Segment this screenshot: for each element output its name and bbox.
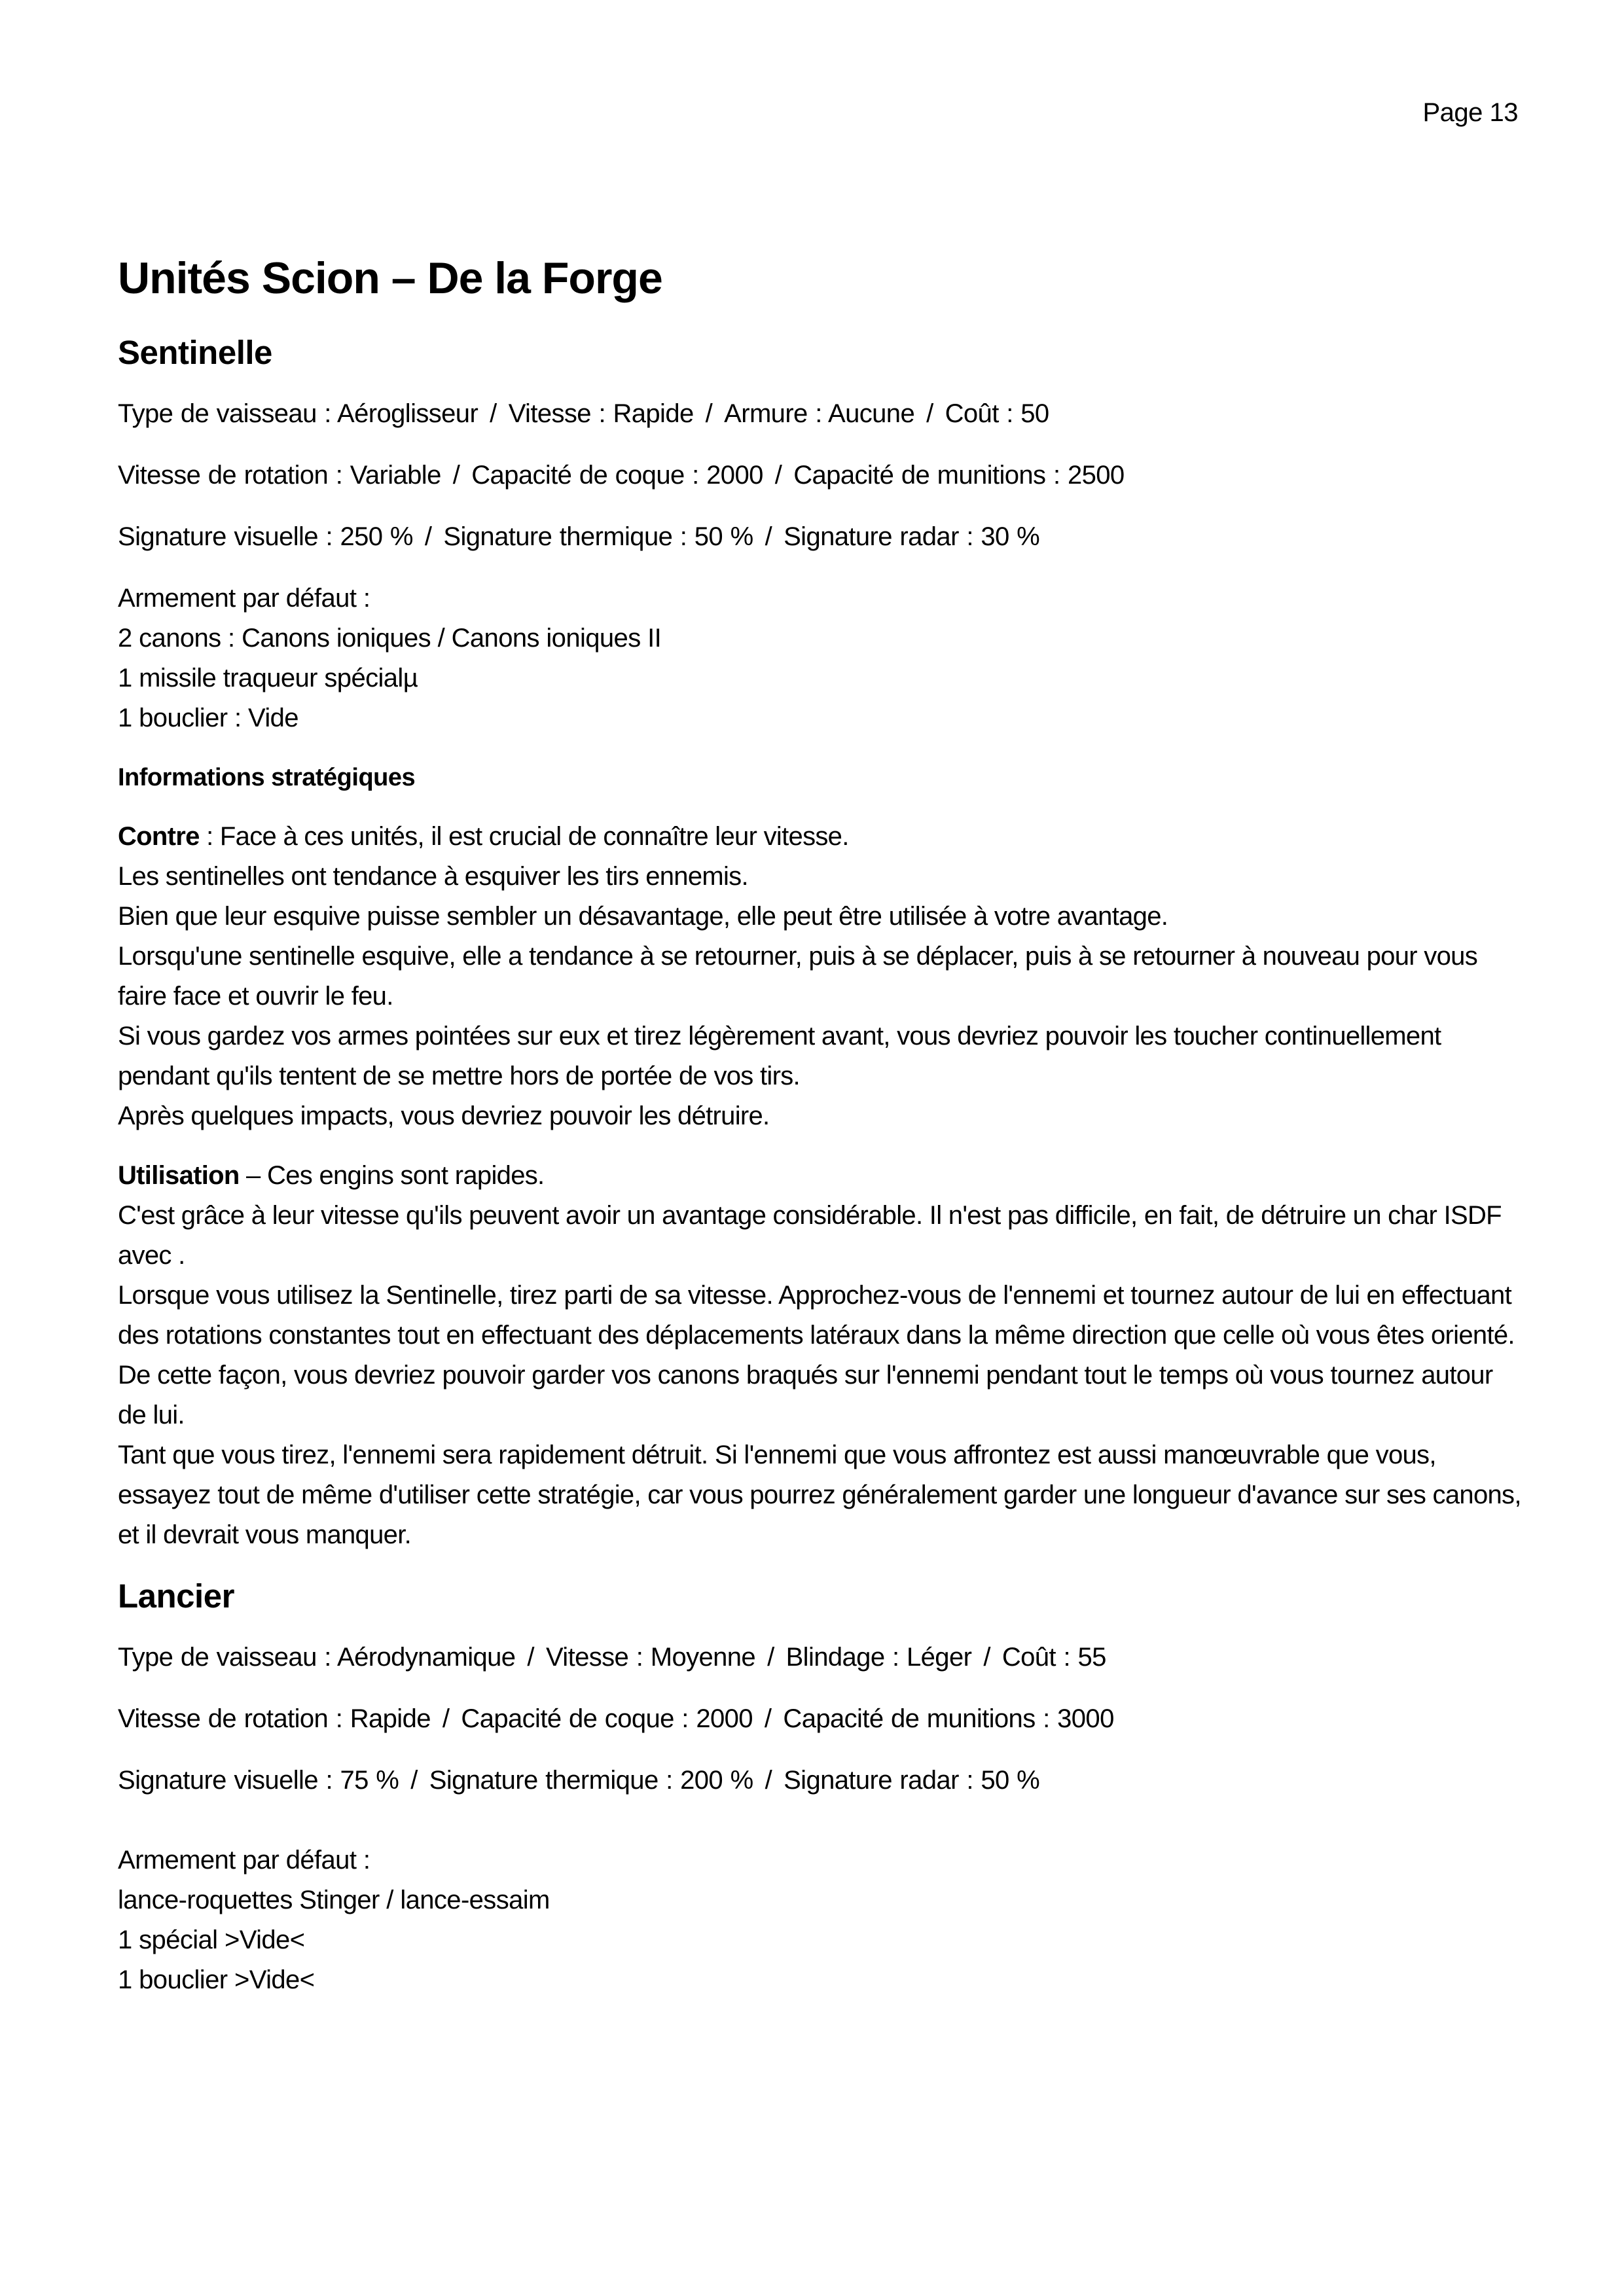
separator: /	[705, 399, 713, 428]
counter-line: Lorsqu'une sentinelle esquive, elle a tendance à se retourner, puis à se déplacer, puis à se retourner à nouveau pour vous faire face et ouvrir le feu.	[118, 942, 1478, 1011]
stat-line-type	[118, 394, 1525, 433]
stat-ammo: Capacité de munitions : 2500	[793, 461, 1125, 490]
separator: /	[527, 1643, 534, 1672]
stat-cost: Coût : 50	[945, 399, 1049, 428]
armament-block	[118, 579, 1525, 738]
stat-line-capacity	[118, 456, 1525, 495]
armament-label: Armement par défaut :	[118, 1846, 370, 1874]
stat-ship-type: Type de vaisseau : Aérodynamique	[118, 1643, 516, 1672]
stat-cost: Coût : 55	[1001, 1643, 1106, 1672]
armament-item: 1 bouclier : Vide	[118, 704, 298, 732]
stat-armor: Blindage : Léger	[785, 1643, 972, 1672]
counter-lead: : Face à ces unités, il est crucial de connaître leur vitesse.	[199, 822, 849, 851]
separator: /	[764, 1704, 772, 1733]
separator: /	[765, 522, 772, 551]
stat-armor: Armure : Aucune	[724, 399, 915, 428]
counter-label: Contre	[118, 822, 200, 851]
strategy-heading: Informations stratégiques	[118, 764, 416, 791]
counter-line: Bien que leur esquive puisse sembler un désavantage, elle peut être utilisée à votre avantage.	[118, 902, 1168, 931]
page-number: Page 13	[1422, 98, 1518, 127]
stat-line-signature	[118, 1761, 1525, 1800]
unit-title: Sentinelle	[118, 334, 272, 371]
usage-line: De cette façon, vous devriez pouvoir garder vos canons braqués sur l'ennemi pendant tout le temps où vous tournez autour de lui.	[118, 1361, 1493, 1429]
usage-lead: – Ces engins sont rapides.	[239, 1161, 545, 1190]
armament-item: lance-roquettes Stinger / lance-essaim	[118, 1886, 550, 1914]
separator: /	[765, 1766, 772, 1795]
counter-line: Après quelques impacts, vous devriez pouvoir les détruire.	[118, 1102, 770, 1130]
separator: /	[410, 1766, 418, 1795]
page-title: Unités Scion – De la Forge	[118, 253, 662, 303]
stat-speed: Vitesse : Moyenne	[545, 1643, 756, 1672]
usage-line: Tant que vous tirez, l'ennemi sera rapidement détruit. Si l'ennemi que vous affrontez est aussi manœuvrable que vous, essayez tout de même d'utiliser cette stratégie, car vous pourrez généralement garder une longueur d'avance sur ses canons, et il devrait vous manquer.	[118, 1441, 1521, 1549]
stat-line-capacity	[118, 1699, 1525, 1738]
armament-item: 1 missile traqueur spécialµ	[118, 664, 418, 692]
stat-ammo: Capacité de munitions : 3000	[783, 1704, 1114, 1733]
counter-line: Les sentinelles ont tendance à esquiver les tirs ennemis.	[118, 862, 748, 891]
unit-section-lancier	[118, 1575, 1525, 2000]
unit-title: Lancier	[118, 1577, 234, 1615]
stat-rotation: Vitesse de rotation : Variable	[118, 461, 441, 490]
stat-visual-signature: Signature visuelle : 250 %	[118, 522, 413, 551]
armament-item: 2 canons : Canons ioniques / Canons ioniques II	[118, 624, 662, 653]
counter-paragraph	[118, 817, 1525, 1136]
separator: /	[983, 1643, 990, 1672]
stat-thermal-signature: Signature thermique : 50 %	[443, 522, 753, 551]
separator: /	[452, 461, 460, 490]
stat-hull: Capacité de coque : 2000	[461, 1704, 753, 1733]
armament-label: Armement par défaut :	[118, 584, 370, 613]
stat-line-type	[118, 1638, 1525, 1677]
armament-item: 1 bouclier >Vide<	[118, 1965, 315, 1994]
armament-item: 1 spécial >Vide<	[118, 1926, 305, 1954]
separator: /	[442, 1704, 450, 1733]
stat-ship-type: Type de vaisseau : Aéroglisseur	[118, 399, 478, 428]
usage-label: Utilisation	[118, 1161, 240, 1190]
stat-rotation: Vitesse de rotation : Rapide	[118, 1704, 431, 1733]
usage-line: C'est grâce à leur vitesse qu'ils peuvent avoir un avantage considérable. Il n'est pas difficile, en fait, de détruire un char ISDF avec .	[118, 1201, 1502, 1270]
stat-radar-signature: Signature radar : 30 %	[784, 522, 1040, 551]
usage-line: Lorsque vous utilisez la Sentinelle, tirez parti de sa vitesse. Approchez-vous de l'ennemi et tournez autour de lui en effectuant des rotations constantes tout en effectuant des déplacements latéraux dans la même direction que celle où vous êtes orienté.	[118, 1281, 1515, 1350]
separator: /	[490, 399, 497, 428]
separator: /	[926, 399, 933, 428]
separator: /	[424, 522, 432, 551]
armament-block	[118, 1840, 1525, 2000]
separator: /	[774, 461, 782, 490]
document-body	[118, 249, 1525, 2020]
counter-line: Si vous gardez vos armes pointées sur eux et tirez légèrement avant, vous devriez pouvoir les toucher continuellement pendant qu'ils tentent de se mettre hors de portée de vos tirs.	[118, 1022, 1441, 1090]
usage-paragraph	[118, 1156, 1525, 1555]
stat-visual-signature: Signature visuelle : 75 %	[118, 1766, 399, 1795]
stat-line-signature	[118, 517, 1525, 556]
stat-hull: Capacité de coque : 2000	[471, 461, 763, 490]
spacer	[118, 1822, 1525, 1840]
stat-speed: Vitesse : Rapide	[508, 399, 694, 428]
separator: /	[767, 1643, 774, 1672]
unit-section-sentinelle	[118, 331, 1525, 1555]
stat-thermal-signature: Signature thermique : 200 %	[429, 1766, 753, 1795]
stat-radar-signature: Signature radar : 50 %	[784, 1766, 1040, 1795]
